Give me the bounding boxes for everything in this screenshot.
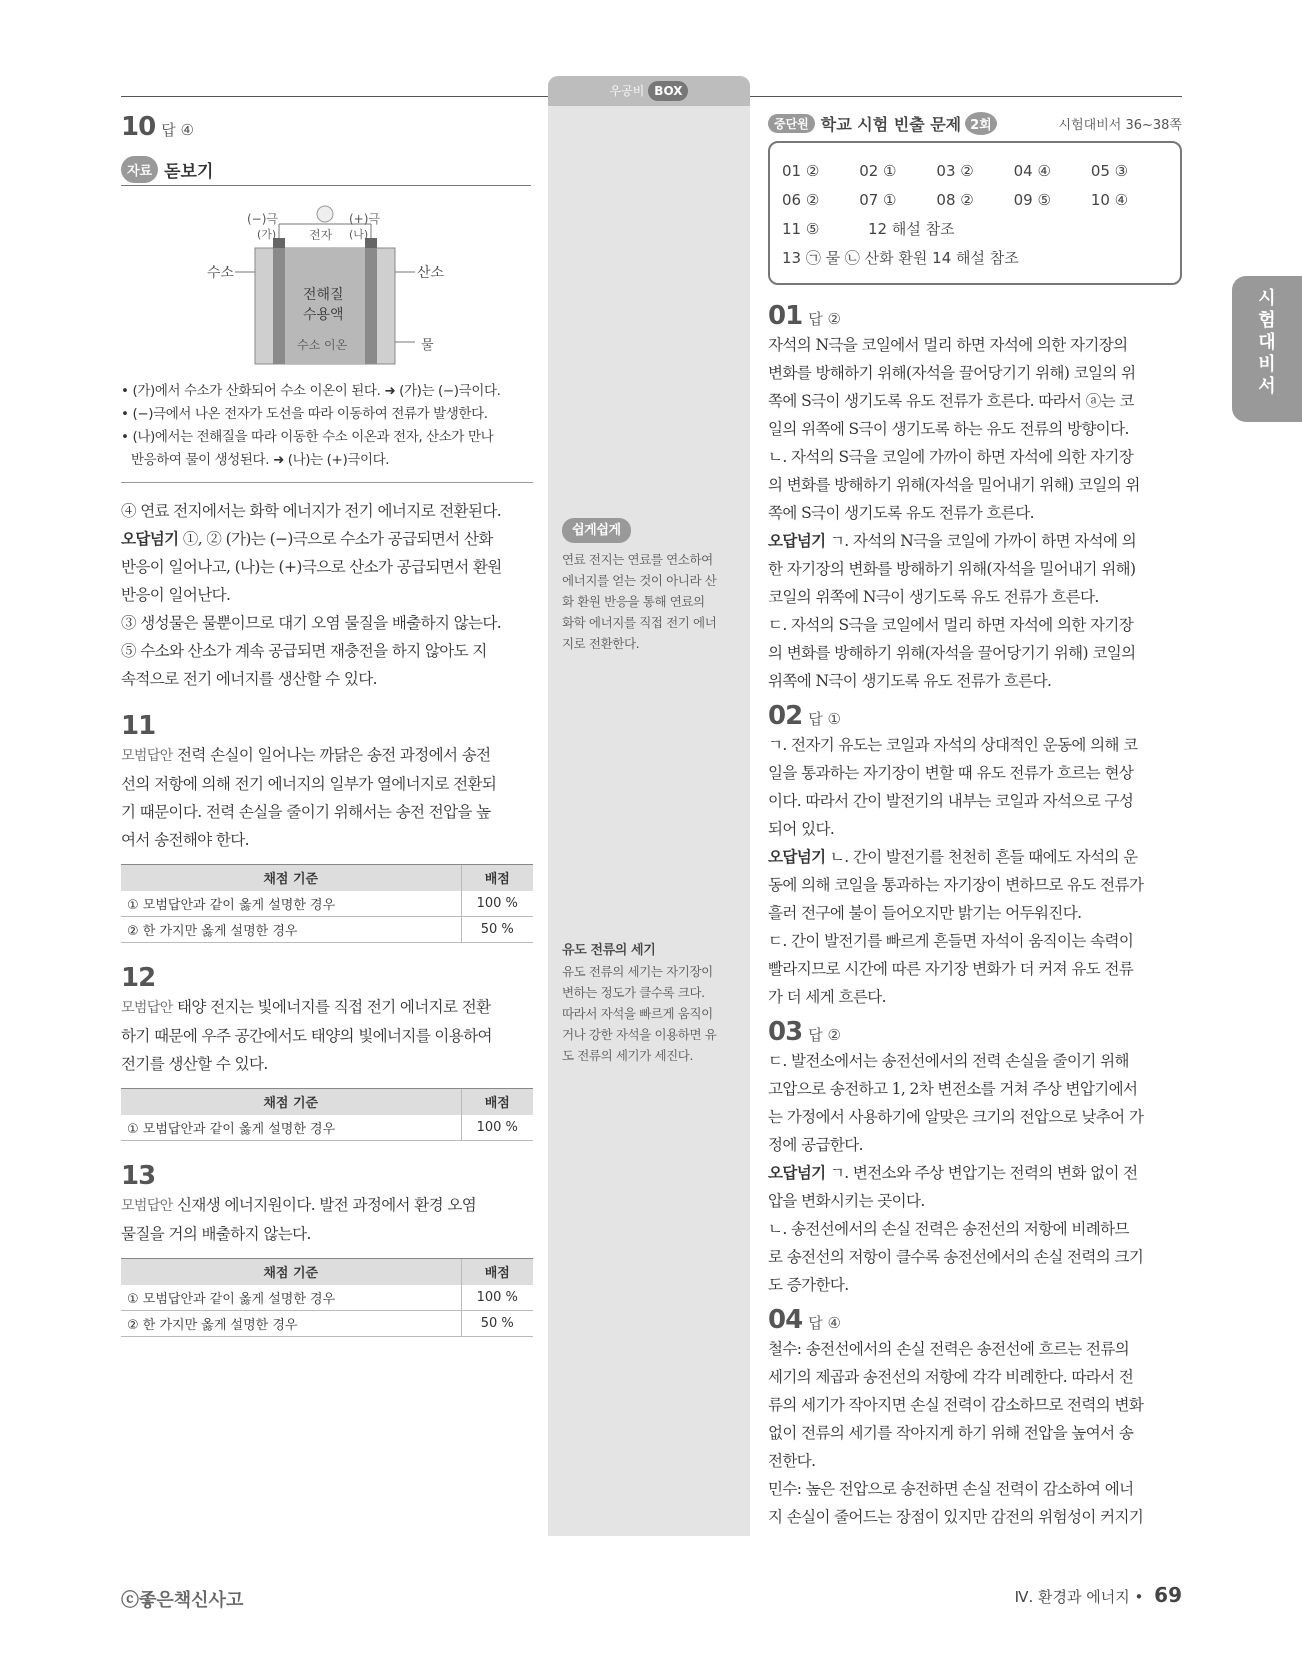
q04-explanation — [768, 1335, 1182, 1531]
q12-heading: 12 — [121, 963, 156, 993]
text-line: 위쪽에 N극이 생기도록 유도 전류가 흐른다. — [768, 672, 1052, 690]
text-line: 코일의 위쪽에 N극이 생기도록 유도 전류가 흐른다. — [768, 588, 1099, 606]
text-line: 이다. 따라서 간이 발전기의 내부는 코일과 자석으로 구성 — [768, 792, 1134, 810]
text-line: 없이 전류의 세기를 작아지게 하기 위해 전압을 높여서 송 — [768, 1424, 1134, 1442]
text-line: 고압으로 송전하고 1, 2차 변전소를 거쳐 주상 변압기에서 — [768, 1080, 1138, 1098]
table-header: 채점 기준 — [121, 1259, 461, 1285]
note-line: 따라서 자석을 빠르게 움직이 — [562, 1006, 713, 1021]
q01-explanation — [768, 331, 1182, 695]
text-line: ㄷ. 발전소에서는 송전선에서의 전력 손실을 줄이기 위해 — [768, 1052, 1129, 1070]
publisher-logo: ⓒ좋은책신사고 — [121, 1590, 244, 1611]
note-line: 화학 에너지를 직접 전기 에너 — [562, 615, 717, 630]
q13-heading: 13 — [121, 1161, 156, 1191]
doc-tag: 자료 — [121, 156, 158, 183]
text-line: 모범답안 전력 손실이 일어나는 까닭은 송전 과정에서 송전 — [121, 746, 491, 764]
easy-note — [562, 518, 744, 654]
text-line: 되어 있다. — [768, 820, 835, 838]
q11-scoring-table — [121, 864, 533, 943]
text-line: ㄱ. 전자기 유도는 코일과 자석의 상대적인 운동에 의해 코 — [768, 736, 1138, 754]
text-line: 도 증가한다. — [768, 1276, 849, 1294]
right-column — [768, 112, 1182, 1531]
text-line: 기 때문이다. 전력 손실을 줄이기 위해서는 송전 전압을 높 — [121, 803, 491, 821]
side-tab: 시 험 대 비 서 — [1232, 276, 1302, 422]
easy-note-title: 쉽게쉽게 — [562, 518, 631, 543]
note-line: 유도 전류의 세기는 자기장이 — [562, 964, 713, 979]
page-footer: Ⅳ. 환경과 에너지 • 69 — [1014, 1583, 1182, 1607]
electrolyte-label-2: 수용액 — [303, 307, 344, 323]
text-line: 의 변화를 방해하기 위해(자석을 밀어내기 위해) 코일의 위 — [768, 476, 1140, 494]
q13-scoring-table — [121, 1258, 533, 1337]
q03-explanation — [768, 1047, 1182, 1299]
summary-round: 2회 — [965, 112, 997, 135]
text-line: ③ 생성물은 물뿐이므로 대기 오염 물질을 배출하지 않는다. — [121, 614, 502, 632]
text-line: 물질을 거의 배출하지 않는다. — [121, 1225, 311, 1243]
text-line: 류의 세기가 작아지면 손실 전력이 감소하므로 전력의 변화 — [768, 1396, 1144, 1414]
summary-row: 06 ② 07 ① 08 ② 09 ⑤ 10 ④ — [782, 191, 1129, 209]
text-line: 하기 때문에 우주 공간에서도 태양의 빛에너지를 이용하여 — [121, 1027, 492, 1045]
q12-answer — [121, 993, 533, 1078]
text-line: 일을 통과하는 자기장이 변할 때 유도 전류가 흐르는 현상 — [768, 764, 1134, 782]
table-row: ② 한 가지만 옳게 설명한 경우 50 % — [121, 917, 533, 943]
text-line: 철수: 송전선에서의 손실 전력은 송전선에 흐르는 전류의 — [768, 1340, 1130, 1358]
text-line: 반응이 일어나고, (나)는 (+)극으로 산소가 공급되면서 환원 — [121, 558, 502, 576]
text-line: 쪽에 S극이 생기도록 유도 전류가 흐른다. 따라서 ⓐ는 코 — [768, 392, 1134, 410]
summary-row: 11 ⑤ 12 해설 참조 — [782, 220, 955, 238]
neg-pole-label: (−)극 — [247, 212, 279, 226]
text-line: 전한다. — [768, 1452, 816, 1470]
table-header: 배점 — [461, 1259, 533, 1285]
note-title: 유도 전류의 세기 — [562, 943, 656, 958]
note-line: 연료 전지는 연료를 연소하여 — [562, 552, 713, 567]
bullet: 반응하여 물이 생성된다. ➜ (나)는 (+)극이다. — [131, 452, 390, 468]
text-line: ④ 연료 전지에서는 화학 에너지가 전기 에너지로 전환된다. — [121, 502, 502, 520]
q12-scoring-table — [121, 1088, 533, 1141]
text-line: 반응이 일어난다. — [121, 586, 231, 604]
answer-summary-box — [768, 141, 1182, 285]
page-number: 69 — [1154, 1583, 1182, 1607]
text-line: ㄴ. 송전선에서의 손실 전력은 송전선의 저항에 비례하므 — [768, 1220, 1129, 1238]
text-line: 변화를 방해하기 위해(자석을 끌어당기기 위해) 코일의 위 — [768, 364, 1136, 382]
box-badge: BOX — [648, 81, 688, 101]
bullet: • (나)에서는 전해질을 따라 이동한 수소 이온과 전자, 산소가 만나 — [121, 429, 494, 445]
note-line: 도 전류의 세기가 세진다. — [562, 1048, 694, 1063]
doc-title: 돋보기 — [164, 162, 214, 182]
water-label: 물 — [421, 338, 434, 353]
text-line: 지 손실이 줄어드는 장점이 있지만 감전의 위험성이 커지기 — [768, 1508, 1144, 1526]
induced-current-note — [562, 940, 744, 1066]
text-line: 쪽에 S극이 생기도록 유도 전류가 흐른다. — [768, 504, 1034, 522]
oxygen-label: 산소 — [417, 265, 445, 281]
summary-row: 01 ② 02 ① 03 ② 04 ④ 05 ③ — [782, 162, 1129, 180]
q11-heading: 11 — [121, 711, 156, 741]
text-line: 선의 저항에 의해 전기 에너지의 일부가 열에너지로 전환되 — [121, 775, 497, 793]
text-line: 전기를 생산할 수 있다. — [121, 1055, 268, 1073]
text-line: 오답넘기 ㄱ. 자석의 N극을 코일에 가까이 하면 자석에 의 — [768, 532, 1137, 550]
hydrogen-label: 수소 — [207, 265, 235, 281]
text-line: 는 가정에서 사용하기에 알맞은 크기의 전압으로 낮추어 가 — [768, 1108, 1144, 1126]
electrolyte-label-1: 전해질 — [303, 287, 344, 303]
text-line: 오답넘기 ㄱ. 변전소와 주상 변압기는 전력의 변화 없이 전 — [768, 1164, 1138, 1182]
text-line: 의 변화를 방해하기 위해(자석을 끌어당기기 위해) 코일의 — [768, 644, 1136, 662]
q11-answer — [121, 741, 533, 854]
table-row: ① 모범답안과 같이 옳게 설명한 경우 100 % — [121, 1115, 533, 1141]
q13-answer — [121, 1191, 533, 1248]
text-line: 정에 공급한다. — [768, 1136, 863, 1154]
bullet: • (−)극에서 나온 전자가 도선을 따라 이동하여 전류가 발생한다. — [121, 406, 488, 422]
text-line: 일의 위쪽에 S극이 생기도록 하는 유도 전류의 방향이다. — [768, 420, 1129, 438]
summary-ref: 시험대비서 36~38쪽 — [1058, 118, 1182, 133]
text-line: 민수: 높은 전압으로 송전하면 손실 전력이 감소하여 에너 — [768, 1480, 1134, 1498]
text-line: 여서 송전해야 한다. — [121, 831, 249, 849]
left-column — [121, 112, 533, 1337]
summary-header — [768, 112, 1182, 135]
table-row: ① 모범답안과 같이 옳게 설명한 경우 100 % — [121, 1285, 533, 1311]
ga-label: (가) — [257, 228, 277, 241]
note-line: 거나 강한 자석을 이용하면 유 — [562, 1027, 717, 1042]
table-header: 채점 기준 — [121, 1089, 461, 1115]
pos-pole-label: (+)극 — [349, 212, 381, 226]
q04-heading: 04 답 ④ — [768, 1305, 841, 1335]
note-line: 지로 전환한다. — [562, 636, 640, 651]
table-header: 채점 기준 — [121, 865, 461, 891]
text-line: 한 자기장의 변화를 방해하기 위해(자석을 밀어내기 위해) — [768, 560, 1136, 578]
text-line: ㄷ. 자석의 S극을 코일에서 멀리 하면 자석에 의한 자기장 — [768, 616, 1134, 634]
summary-badge: 중단원 — [768, 114, 815, 133]
text-line: 빨라지므로 시간에 따른 자기장 변화가 더 커져 유도 전류 — [768, 960, 1134, 978]
unit-label: Ⅳ. 환경과 에너지 — [1014, 1588, 1130, 1606]
note-line: 화 환원 반응을 통해 연료의 — [562, 594, 705, 609]
note-line: 에너지를 얻는 것이 아니라 산 — [562, 573, 717, 588]
q10-heading: 10 답 ④ — [121, 112, 194, 142]
q02-explanation — [768, 731, 1182, 1011]
text-line: 로 송전선의 저항이 클수록 송전선에서의 손실 전력의 크기 — [768, 1248, 1144, 1266]
fuel-cell-diagram — [121, 194, 533, 374]
text-line: 동에 의해 코일을 통과하는 자기장이 변하므로 유도 전류가 — [768, 876, 1144, 894]
table-row: ① 모범답안과 같이 옳게 설명한 경우 100 % — [121, 891, 533, 917]
text-line: 속적으로 전기 에너지를 생산할 수 있다. — [121, 670, 377, 688]
text-line: 흘러 전구에 불이 들어오지만 밝기는 어두워진다. — [768, 904, 1082, 922]
doc-header — [121, 156, 531, 186]
na-label: (나) — [349, 228, 369, 241]
q02-heading: 02 답 ① — [768, 701, 841, 731]
summary-title: 학교 시험 빈출 문제 — [820, 115, 962, 134]
text-line: 모범답안 태양 전지는 빛에너지를 직접 전기 에너지로 전환 — [121, 998, 491, 1016]
text-line: 모범답안 신재생 에너지원이다. 발전 과정에서 환경 오염 — [121, 1196, 477, 1214]
text-line: 압을 변화시키는 곳이다. — [768, 1192, 925, 1210]
side-notes-column — [548, 76, 750, 1536]
text-line: ⑤ 수소와 산소가 계속 공급되면 재충전을 하지 않아도 지 — [121, 642, 487, 660]
text-line: ㄷ. 간이 발전기를 빠르게 흔들면 자석이 움직이는 속력이 — [768, 932, 1134, 950]
ion-label: 수소 이온 — [297, 338, 348, 352]
table-header: 배점 — [461, 865, 533, 891]
summary-row: 13 ㉠ 물 ㉡ 산화 환원 14 해설 참조 — [782, 249, 1019, 267]
q10-explanation — [121, 497, 533, 693]
text-line: ㄴ. 자석의 S극을 코일에 가까이 하면 자석에 의한 자기장 — [768, 448, 1134, 466]
bullet: • (가)에서 수소가 산화되어 수소 이온이 된다. ➜ (가)는 (−)극이다. — [121, 383, 501, 399]
electron-label: 전자 — [309, 228, 333, 242]
table-header: 배점 — [461, 1089, 533, 1115]
note-line: 변하는 정도가 클수록 크다. — [562, 985, 705, 1000]
q01-heading: 01 답 ② — [768, 301, 841, 331]
text-line: 가 더 세게 흐른다. — [768, 988, 886, 1006]
table-row: ② 한 가지만 옳게 설명한 경우 50 % — [121, 1311, 533, 1337]
text-line: 오답넘기 ㄴ. 간이 발전기를 천천히 흔들 때에도 자석의 운 — [768, 848, 1138, 866]
box-header: 우공비 BOX — [548, 76, 750, 106]
text-line: 자석의 N극을 코일에서 멀리 하면 자석에 의한 자기장의 — [768, 336, 1128, 354]
text-line: 세기의 제곱과 송전선의 저항에 각각 비례한다. 따라서 전 — [768, 1368, 1134, 1386]
diagram-bullets — [121, 380, 533, 483]
text-line: 오답넘기 ①, ② (가)는 (−)극으로 수소가 공급되면서 산화 — [121, 530, 493, 548]
q03-heading: 03 답 ② — [768, 1017, 841, 1047]
